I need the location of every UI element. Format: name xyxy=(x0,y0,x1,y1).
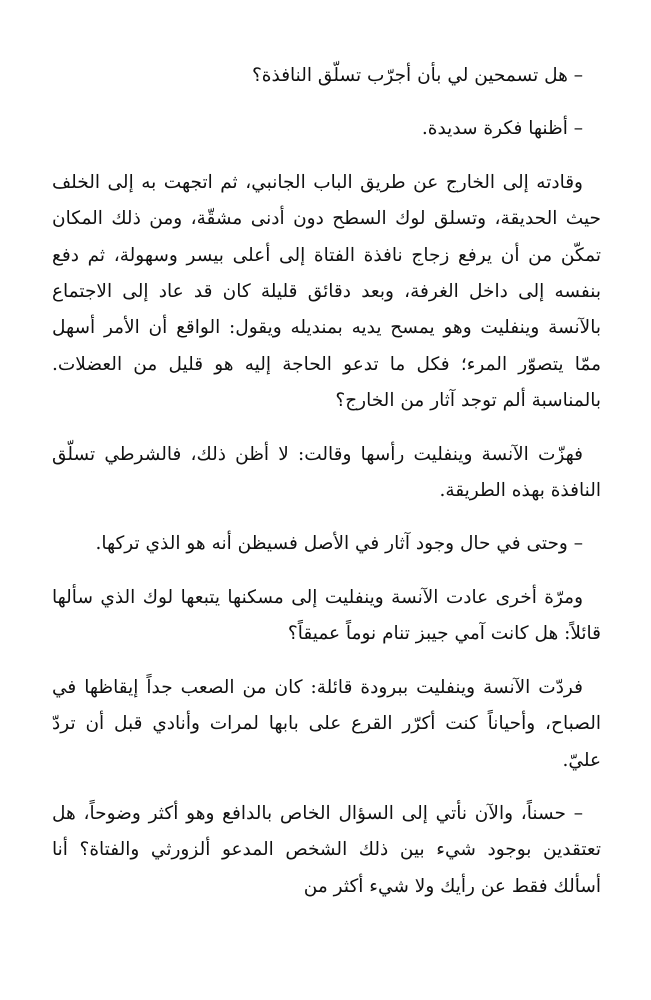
paragraph: فهزّت الآنسة وينفليت رأسها وقالت: لا أظن ذلك، فالشرطي تسلّق النافذة بهذه الطريقة. xyxy=(52,443,601,502)
paragraph: وقادته إلى الخارج عن طريق الباب الجانبي، ثم اتجهت به إلى الخلف حيث الحديقة، وتسلق لوك السطح دون أدنى مشقّة، ومن ذلك المكان تمكّن من أن يرفع زجاج نافذة الفتاة إلى أعلى بيسر وسهولة، ثم دفع بنفسه إلى داخل الغرفة، وبعد دقائق قليلة كان قد عاد إلى الاجتماع بالآنسة وينفليت وهو يمسح يديه بمنديله ويقول: الواقع أن الأمر أسهل ممّا يتصوّر المرء؛ فكل ما تدعو الحاجة إليه هو قليل من العضلات. بالمناسبة ألم توجد آثار من الخارج؟ xyxy=(52,171,601,412)
book-page xyxy=(52,58,601,922)
paragraph: – هل تسمحين لي بأن أجرّب تسلّق النافذة؟ xyxy=(251,65,583,86)
paragraph: – أظنها فكرة سديدة. xyxy=(421,118,583,140)
paragraph: – وحتى في حال وجود آثار في الأصل فسيظن أنه هو الذي تركها. xyxy=(95,533,583,555)
paragraph: فردّت الآنسة وينفليت ببرودة قائلة: كان من الصعب جداً إيقاظها في الصباح، وأحياناً كنت أكرّر القرع على بابها لمرات وأنادي قبل أن تردّ عليّ. xyxy=(52,676,601,771)
paragraph: ومرّة أخرى عادت الآنسة وينفليت إلى مسكنها يتبعها لوك الذي سألها قائلاً: هل كانت آمي جيبز تنام نوماً عميقاً؟ xyxy=(52,586,601,645)
paragraph: – حسناً، والآن نأتي إلى السؤال الخاص بالدافع وهو أكثر وضوحاً، هل تعتقدين بوجود شيء بين ذلك الشخص المدعو ألزورثي والفتاة؟ أنا أسألك فقط عن رأيك ولا شيء أكثر من xyxy=(52,802,601,897)
